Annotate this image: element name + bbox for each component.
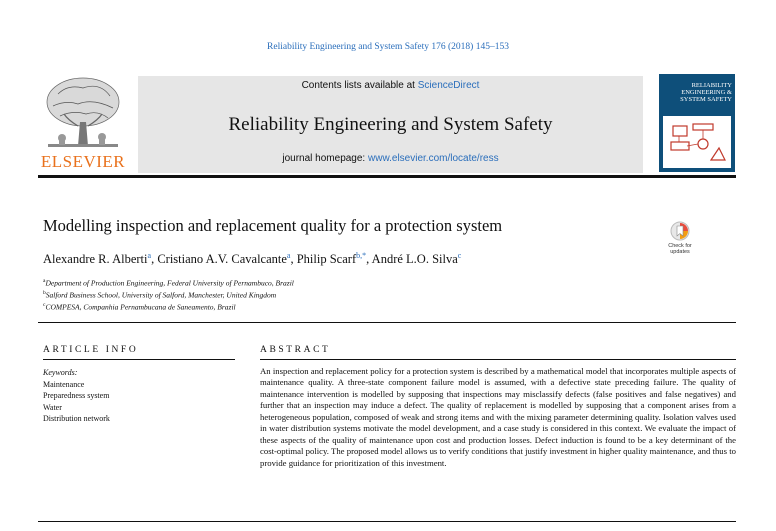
affiliation-text: Department of Production Engineering, Federal University of Pernambuco, Brazil — [45, 278, 294, 288]
affiliation-marker: a — [43, 278, 46, 284]
article-info-rule — [43, 359, 235, 360]
header-divider — [38, 175, 736, 178]
check-for-updates-label: Check for updates — [668, 243, 692, 255]
keyword: Preparedness system — [43, 391, 110, 401]
keywords-list — [43, 379, 110, 425]
author-separator: , — [290, 252, 297, 267]
author-name[interactable]: André L.O. Silva — [371, 252, 458, 267]
author-affiliation-marker[interactable]: c — [457, 251, 462, 260]
author-affiliation-marker[interactable]: a — [147, 251, 152, 260]
keyword: Water — [43, 402, 62, 412]
elsevier-logo[interactable] — [38, 74, 128, 172]
article-info-heading: ARTICLE INFO — [43, 345, 139, 355]
keywords-label: Keywords: — [43, 368, 78, 377]
keyword: Maintenance — [43, 380, 85, 389]
homepage-line — [138, 153, 643, 164]
affiliation — [43, 278, 294, 288]
cover-title: RELIABILITY ENGINEERING & SYSTEM SAFETY — [680, 82, 732, 103]
author-affiliation-marker[interactable]: a — [286, 251, 291, 260]
check-for-updates-badge[interactable] — [662, 221, 698, 261]
affiliation-marker: c — [43, 302, 46, 308]
elsevier-tree-icon — [38, 74, 128, 152]
sciencedirect-link[interactable]: ScienceDirect — [417, 80, 480, 91]
affiliation-text: Salford Business School, University of Salford, Manchester, United Kingdom — [45, 290, 277, 300]
bottom-divider — [38, 521, 736, 522]
elsevier-wordmark: ELSEVIER — [40, 152, 126, 171]
author-affiliation-marker[interactable]: b,* — [356, 251, 367, 260]
affiliation-text: COMPESA, Companhia Pernambucana de Saneamento, Brazil — [45, 302, 236, 312]
keyword: Distribution network — [43, 414, 110, 424]
affiliation — [43, 290, 276, 300]
contents-line — [138, 80, 643, 91]
contents-prefix: Contents lists available at — [301, 80, 418, 91]
journal-homepage-link[interactable]: www.elsevier.com/locate/ress — [368, 153, 499, 164]
homepage-prefix: journal homepage: — [282, 153, 368, 164]
author-separator: , — [366, 252, 372, 267]
journal-title[interactable]: Reliability Engineering and System Safety — [228, 114, 553, 135]
section-divider — [38, 322, 736, 323]
author-separator: , — [151, 252, 158, 267]
abstract-heading: ABSTRACT — [260, 345, 331, 355]
journal-citation[interactable]: Reliability Engineering and System Safety 176 (2018) 145–153 — [267, 42, 509, 52]
cover-illustration-icon — [663, 116, 731, 168]
author-name[interactable]: Cristiano A.V. Cavalcante — [157, 252, 287, 267]
abstract-text: An inspection and replacement policy for a protection system is described by a mathematical model that incorporates multiple aspects of maintenance quality. A three-state component failure model is assumed, with a defective state preceding failure. The quality of maintenance intervention is modelled by supposing that inspections may misclassify defects (false positives and false negatives) and further that an inspection may induce a defect. The quality of replacement is modelled by supposing that a component arises from a heterogeneous population, composed of weak and strong items and with the mixing parameter determining quality. Isolation valves used in water distribution systems motivate the model development, and a case study is considered in this context. We evaluate the impact of these aspects of the quality of maintenance upon cost and production losses. Defect induction is found to be a key determinant of the cost-optimal policy. The proposed model allows us to verify conditions that justify investment in higher quality maintenance, and thus to provide guidance for prioritization of this investment. — [260, 366, 736, 468]
affiliation — [43, 302, 236, 312]
author-list — [43, 251, 461, 267]
journal-cover-thumbnail[interactable] — [659, 74, 735, 172]
author-name[interactable]: Alexandre R. Alberti — [43, 252, 148, 267]
abstract-rule — [260, 359, 736, 360]
bookmark-ring-icon — [670, 221, 690, 241]
author-name[interactable]: Philip Scarf — [296, 252, 357, 267]
paper-title: Modelling inspection and replacement quality for a protection system — [43, 216, 503, 235]
affiliation-marker: b — [43, 290, 46, 296]
